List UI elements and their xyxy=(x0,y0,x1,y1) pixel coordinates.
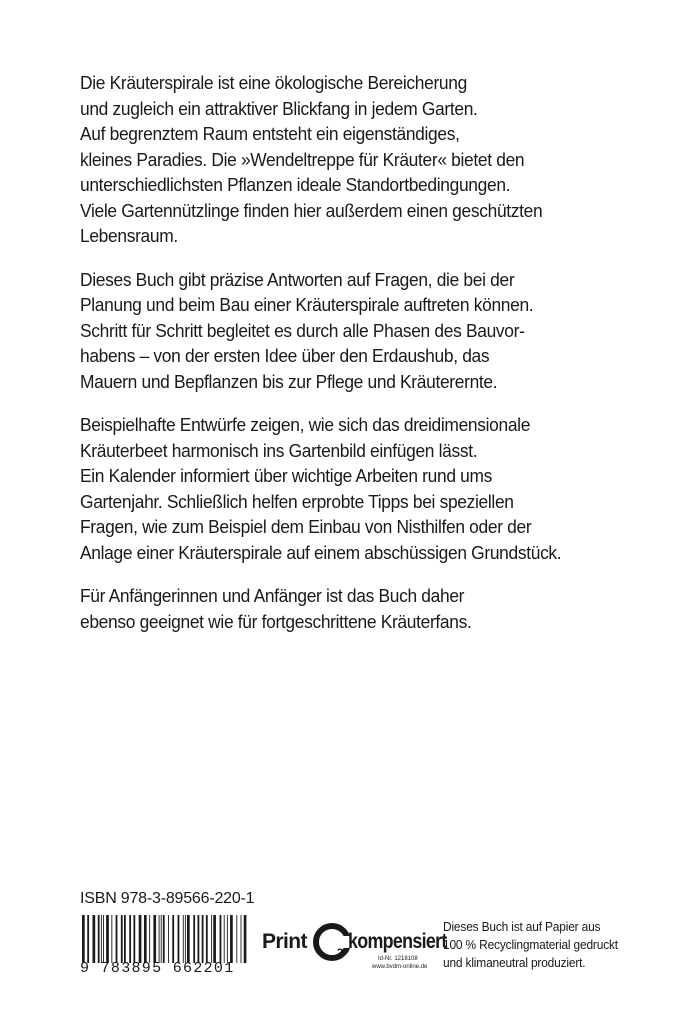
text-line: habens – von der ersten Idee über den Erdaushub, das xyxy=(80,345,490,366)
text-line: und zugleich ein attraktiver Blickfang in jedem Garten. xyxy=(80,97,478,119)
logo-kompensiert-text: kompensiert xyxy=(348,930,447,953)
barcode-bar xyxy=(193,915,195,963)
barcode-bar xyxy=(224,915,225,963)
logo-print-text: Print xyxy=(262,930,307,953)
logo-id-number: Id-Nr. 1218108 xyxy=(378,956,418,962)
barcode-bar xyxy=(116,915,118,963)
text-line: Auf begrenztem Raum entsteht ein eigenständiges, xyxy=(80,123,460,144)
text-line: Planung und beim Bau einer Kräuterspirale auftreten können. xyxy=(80,294,534,315)
barcode-bar xyxy=(106,915,109,963)
co2-icon xyxy=(312,922,352,962)
paragraph-intro xyxy=(80,70,606,249)
barcode-bar xyxy=(149,915,150,963)
text-line: Anlage einer Kräuterspirale auf einem abschüssigen Grundstück. xyxy=(80,541,562,563)
barcode-bar xyxy=(161,915,162,963)
text-line: Dieses Buch gibt präzise Antworten auf Fragen, die bei der xyxy=(80,268,515,290)
text-line: Ein Kalender informiert über wichtige Arbeiten rund ums xyxy=(80,465,493,486)
barcode-bar xyxy=(82,915,85,963)
barcode-bar xyxy=(213,915,216,963)
text-line: kleines Paradies. Die »Wendeltreppe für Kräuter« bietet den xyxy=(80,148,525,170)
barcode-bar xyxy=(98,915,100,963)
text-line: Schritt für Schritt begleitet es durch alle Phasen des Bauvor- xyxy=(80,319,525,341)
barcode-bars xyxy=(80,915,250,963)
barcode-bar xyxy=(220,915,222,963)
barcode-bar xyxy=(121,915,123,963)
text-line: Viele Gartennützlinge finden hier außerdem einen geschützten xyxy=(80,199,543,221)
text-line: Für Anfängerinnen und Anfänger ist das Buch daher xyxy=(80,585,465,606)
text-line: ebenso geeignet wie für fortgeschrittene Kräuterfans. xyxy=(80,610,472,632)
barcode-digits: 9 783895 662201 xyxy=(80,960,235,977)
barcode-bar xyxy=(185,915,186,963)
text-line: Beispielhafte Entwürfe zeigen, wie sich das dreidimensionale xyxy=(80,414,531,435)
barcode-bar xyxy=(178,915,180,963)
barcode-bar xyxy=(236,915,237,963)
text-line: Kräuterbeet harmonisch ins Gartenbild einfügen lässt. xyxy=(80,439,478,461)
barcode-bar xyxy=(211,915,212,963)
svg-text:2: 2 xyxy=(337,947,344,959)
barcode-bar xyxy=(144,915,147,963)
barcode-bar xyxy=(241,915,242,963)
barcode-bar xyxy=(244,915,247,963)
note-line: Dieses Buch ist auf Papier aus xyxy=(443,919,601,934)
text-line: Lebensraum. xyxy=(80,225,178,246)
print-co2-logo xyxy=(262,918,447,978)
logo-url: www.bvdm-online.de xyxy=(372,964,428,970)
isbn-label: ISBN 978-3-89566-220-1 xyxy=(80,890,255,907)
barcode-bar xyxy=(187,915,190,963)
text-line: Gartenjahr. Schließlich helfen erprobte Tipps bei speziellen xyxy=(80,490,514,512)
barcode-bar xyxy=(230,915,233,963)
barcode-bar xyxy=(206,915,208,963)
text-line: unterschiedlichsten Pflanzen ideale Standortbedingungen. xyxy=(80,174,511,195)
note-line: und klimaneutral produziert. xyxy=(443,955,586,970)
barcode-bar xyxy=(153,915,156,963)
barcode-bar xyxy=(172,915,174,963)
barcode-bar xyxy=(227,915,228,963)
paragraph-audience xyxy=(80,583,606,634)
back-cover-text xyxy=(80,70,640,652)
barcode-bar xyxy=(163,915,165,963)
barcode-bar xyxy=(168,915,169,963)
barcode-bar xyxy=(124,915,126,963)
text-line: Die Kräuterspirale ist eine ökologische Bereicherung xyxy=(80,72,467,93)
barcode-bar xyxy=(139,915,142,963)
paragraph-book-content xyxy=(80,267,606,395)
text-line: Fragen, wie zum Beispiel dem Einbau von Nisthilfen oder der xyxy=(80,516,532,537)
barcode-bar xyxy=(111,915,112,963)
paragraph-examples xyxy=(80,412,606,565)
barcode-bar xyxy=(103,915,104,963)
note-line: 100 % Recyclingmaterial gedruckt xyxy=(443,937,618,952)
barcode-bar xyxy=(159,915,160,963)
barcode-bar xyxy=(133,915,135,963)
barcode-bar xyxy=(87,915,89,963)
barcode-bar xyxy=(202,915,204,963)
recycling-note xyxy=(443,918,618,972)
barcode-bar xyxy=(198,915,200,963)
text-line: Mauern und Bepflanzen bis zur Pflege und Kräuterernte. xyxy=(80,370,498,392)
barcode-bar xyxy=(93,915,96,963)
barcode-bar xyxy=(183,915,184,963)
barcode-bar xyxy=(101,915,102,963)
barcode-bar xyxy=(129,915,131,963)
